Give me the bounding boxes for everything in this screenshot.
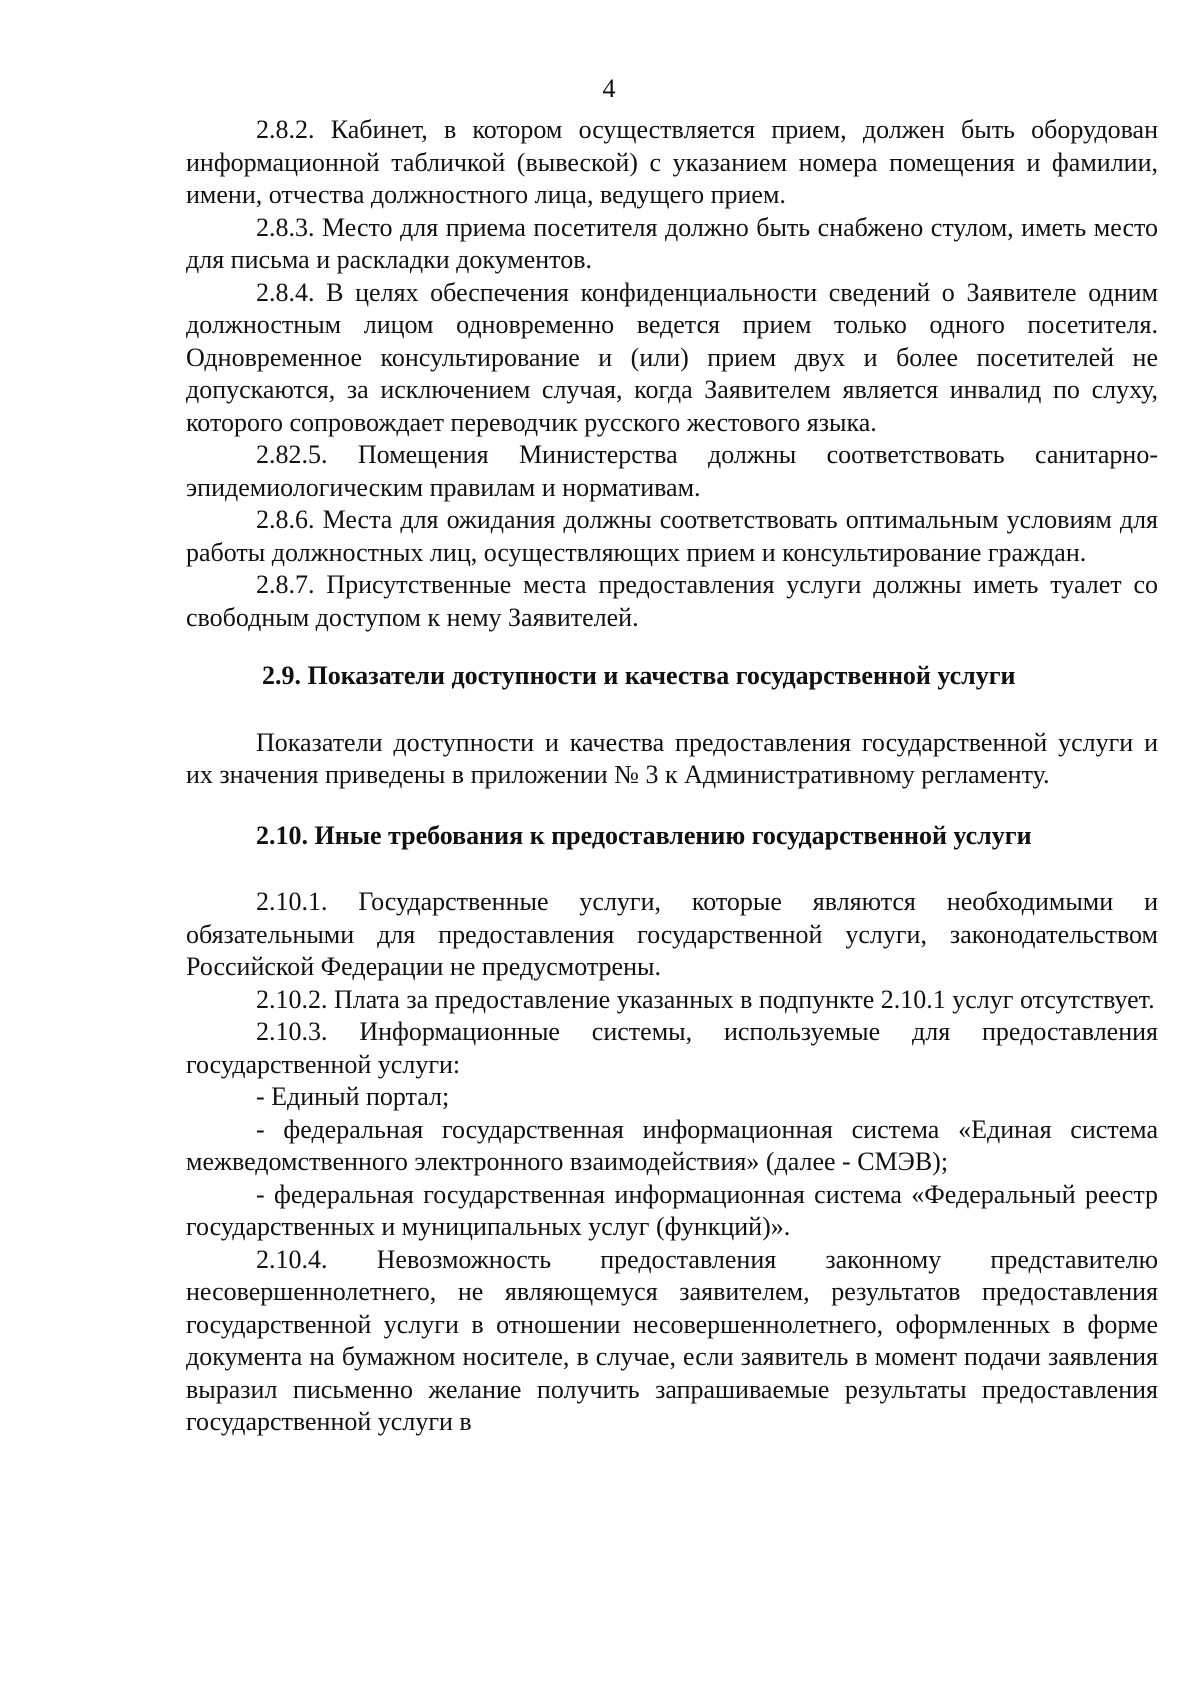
paragraph-2-10-3: 2.10.3. Информационные системы, используемые для предоставления государственной услуги: [186, 1017, 1158, 1079]
paragraph-2-10-1: 2.10.1. Государственные услуги, которые являются необходимыми и обязательными для предоставления государственной услуги, законодательством Российской Федерации не предусмотрены. [186, 887, 1158, 981]
paragraph-2-8-2: 2.8.2. Кабинет, в котором осуществляется прием, должен быть оборудован информационной табличкой (вывеской) с указанием номера помещения и фамилии, имени, отчества должностного лица, ведущего прием. [186, 115, 1158, 209]
section-heading-2-10: 2.10. Иные требования к предоставлению государственной услуги [256, 820, 1032, 850]
paragraph-2-8-6: 2.8.6. Места для ожидания должны соответствовать оптимальным условиям для работы должностных лиц, осуществляющих прием и консультирование граждан. [186, 505, 1158, 567]
paragraph-2-8-4: 2.8.4. В целях обеспечения конфиденциальности сведений о Заявителе одним должностным лицом одновременно ведется прием только одного посетителя. Одновременное консультирование и (или) прием двух и более посетителей не допускаются, за исключением случая, когда Заявителем является инвалид по слуху, которого сопровождает переводчик русского жестового языка. [186, 277, 1158, 437]
paragraph-2-8-7: 2.8.7. Присутственные места предоставления услуги должны иметь туалет со свободным доступом к нему Заявителей. [186, 570, 1158, 632]
paragraph-2-8-3: 2.8.3. Место для приема посетителя должно быть снабжено стулом, иметь место для письма и раскладки документов. [186, 212, 1158, 274]
list-item-smev: - федеральная государственная информационная система «Единая система межведомственного электронного взаимодействия» (далее - СМЭВ); [186, 1114, 1158, 1176]
document-body [186, 114, 1158, 1439]
page-number: 4 [602, 74, 616, 103]
section-heading-2-9: 2.9. Показатели доступности и качества государственной услуги [262, 661, 1016, 690]
paragraph-2-10-2: 2.10.2. Плата за предоставление указанных в подпункте 2.10.1 услуг отсутствует. [256, 984, 1155, 1014]
list-item-single-portal: - Единый портал; [256, 1082, 450, 1111]
paragraph-2-10-4: 2.10.4. Невозможность предоставления законному представителю несовершеннолетнего, не являющемуся заявителем, результатов предоставления государственной услуги в отношении несовершеннолетнего, оформленных в форме документа на бумажном носителе, в случае, если заявитель в момент подачи заявления выразил письменно желание получить запрашиваемые результаты предоставления государственной услуги в [186, 1244, 1158, 1436]
paragraph-2-8-5: 2.82.5. Помещения Министерства должны соответствовать санитарно-эпидемиологическим правилам и нормативам. [186, 440, 1158, 502]
paragraph-2-9: Показатели доступности и качества предоставления государственной услуги и их значения приведены в приложении № 3 к Административному регламенту. [186, 727, 1158, 789]
list-item-federal-registry: - федеральная государственная информационная система «Федеральный реестр государственных и муниципальных услуг (функций)». [186, 1179, 1158, 1241]
